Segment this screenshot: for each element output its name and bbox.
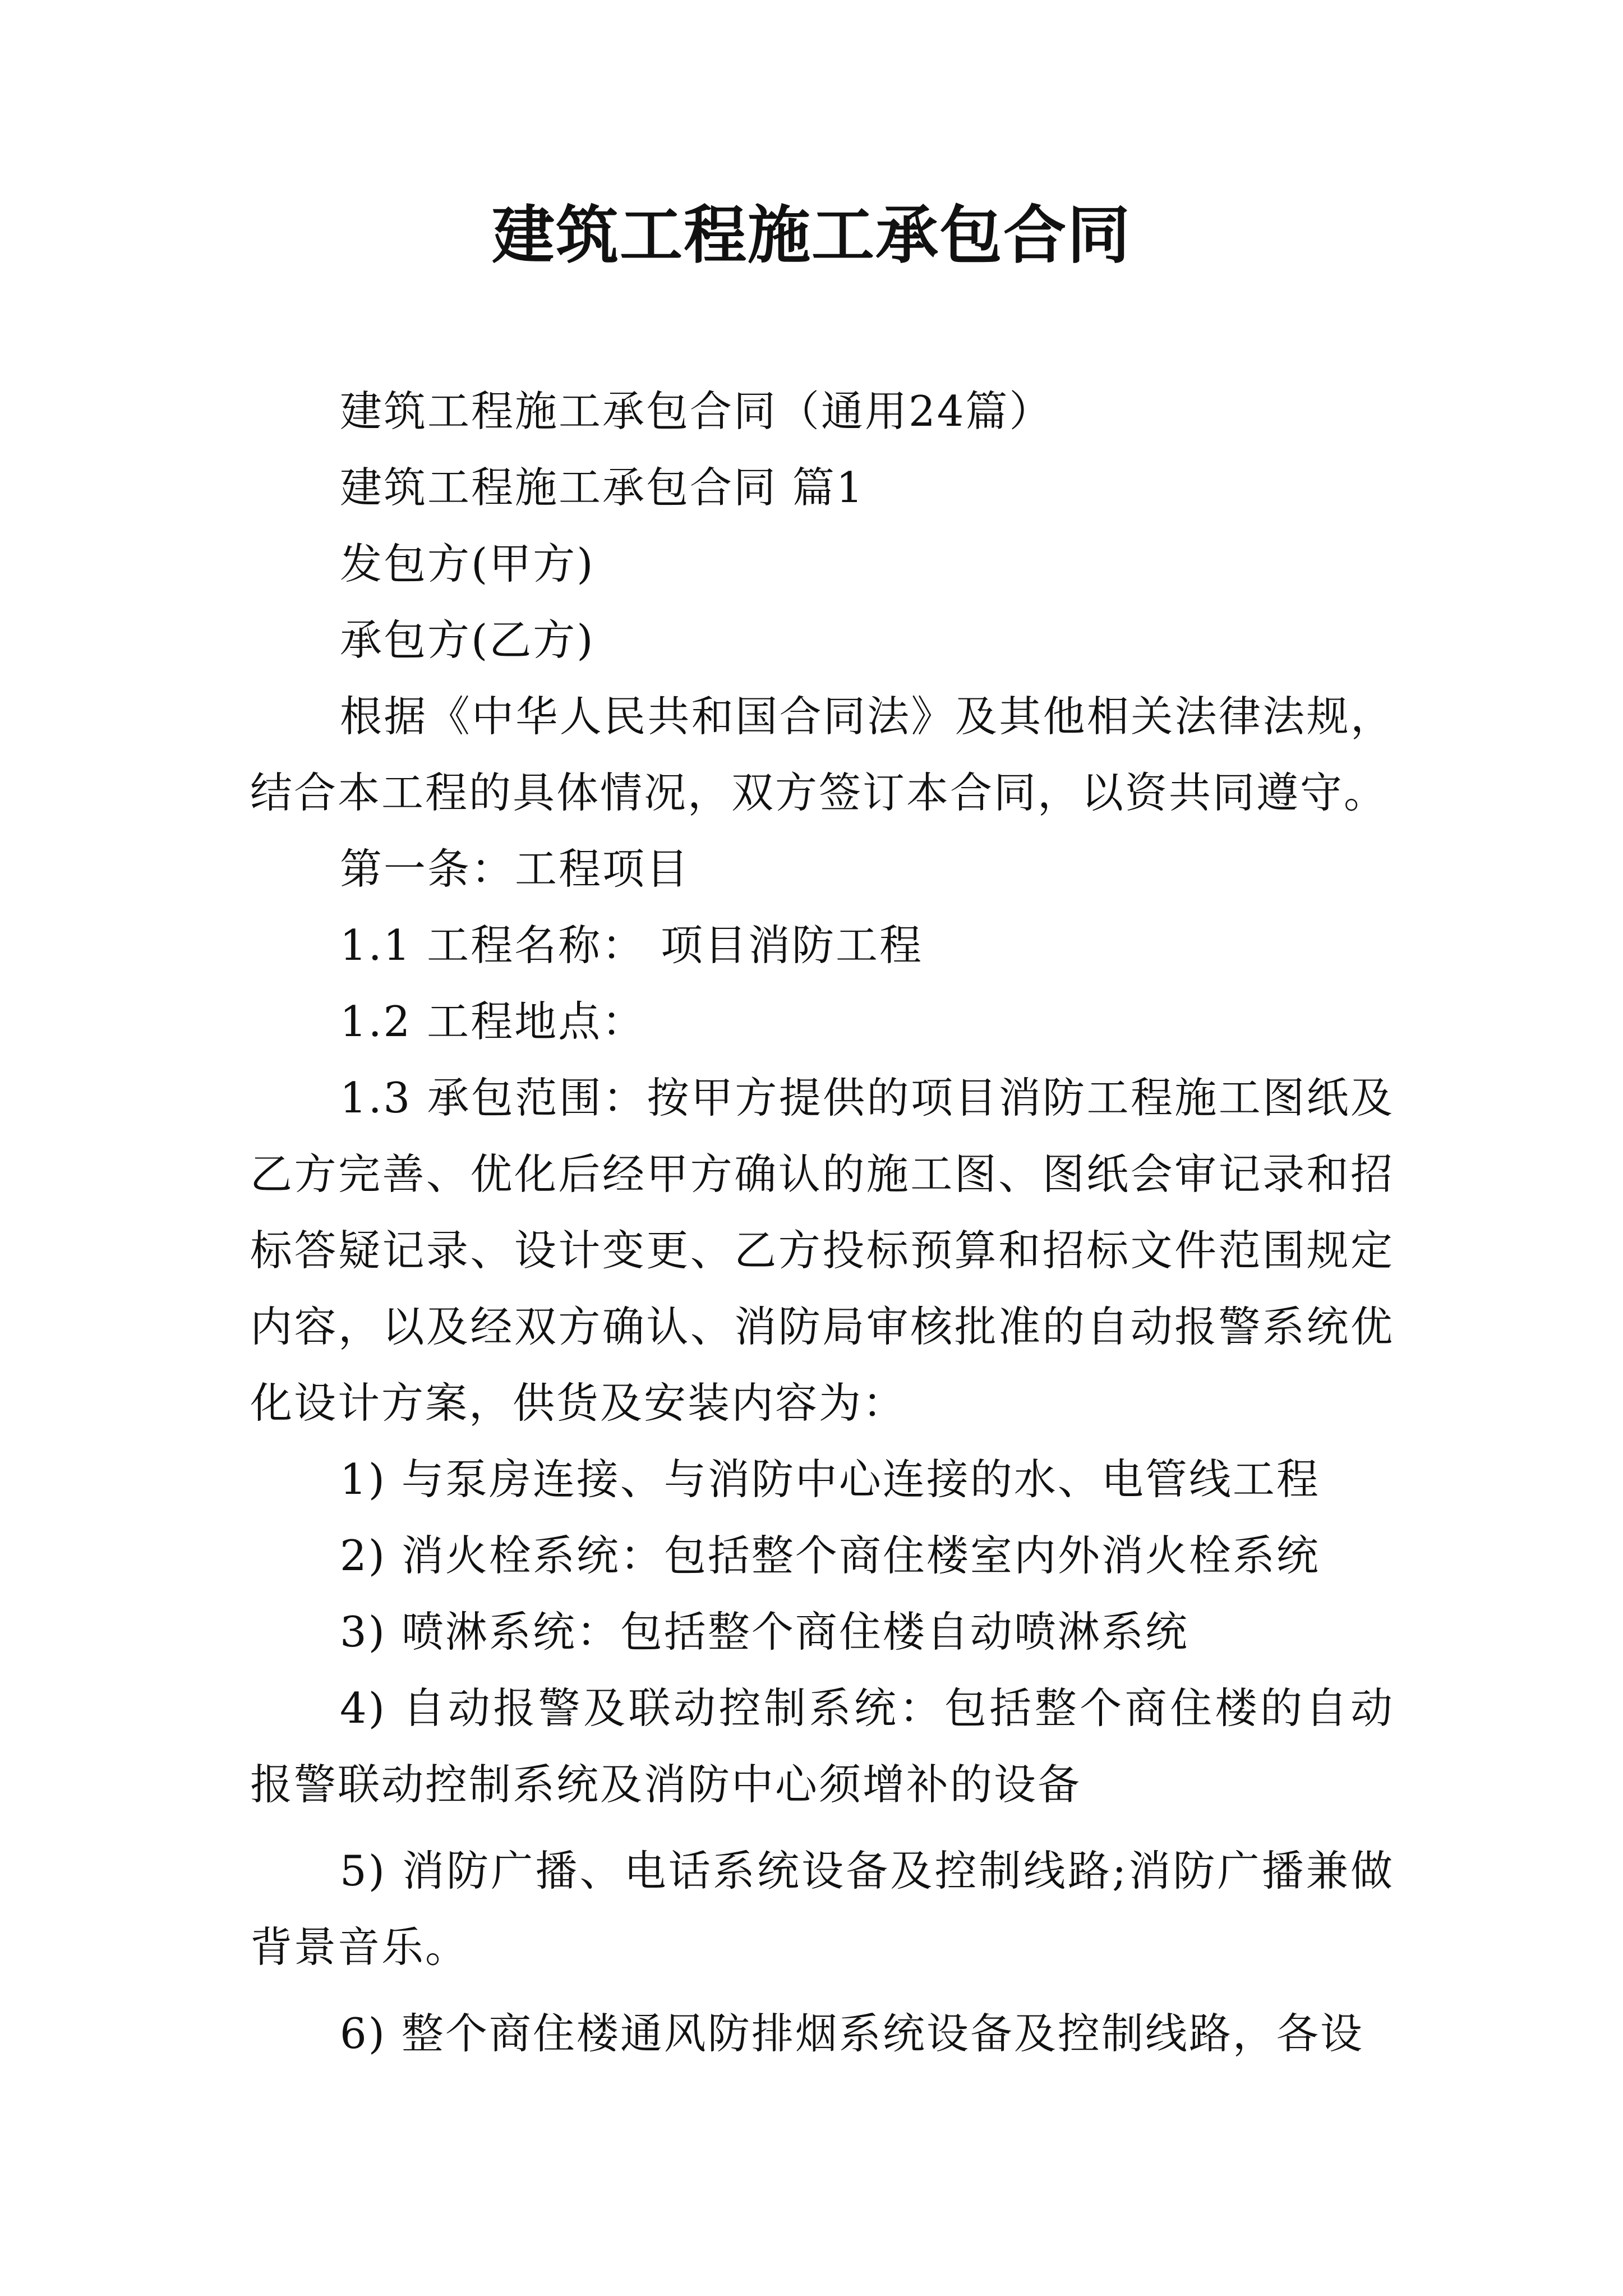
document-title: 建筑工程施工承包合同 — [492, 199, 1131, 272]
paragraph-preamble: 根据《中华人民共和国合同法》及其他相关法律法规，结合本工程的具体情况，双方签订本合同，以资共同遵守。 — [250, 692, 1394, 817]
paragraph-article-1: 第一条：工程项目 — [340, 844, 690, 894]
paragraph-project-location: 1.2 工程地点： — [340, 997, 646, 1046]
paragraph-project-name: 1.1 工程名称： 项目消防工程 — [340, 921, 923, 970]
list-item-5: 5) 消防广播、电话系统设备及控制线路;消防广播兼做背景音乐。 — [250, 1846, 1394, 1972]
list-item-3: 3) 喷淋系统：包括整个商住楼自动喷淋系统 — [340, 1607, 1189, 1657]
paragraph-party-a: 发包方(甲方) — [340, 539, 595, 588]
paragraph-subtitle: 建筑工程施工承包合同（通用24篇） — [340, 386, 1053, 436]
paragraph-party-b: 承包方(乙方) — [340, 615, 595, 665]
paragraph-contract-scope: 1.3 承包范围：按甲方提供的项目消防工程施工图纸及乙方完善、优化后经甲方确认的施工图、图纸会审记录和招标答疑记录、设计变更、乙方投标预算和招标文件范围规定内容，以及经双方确认、消防局审核批准的自动报警系统优化设计方案，供货及安装内容为： — [250, 1073, 1394, 1428]
document-body — [250, 373, 1394, 2072]
paragraph-section-heading: 建筑工程施工承包合同 篇1 — [340, 463, 865, 512]
list-item-4: 4) 自动报警及联动控制系统：包括整个商住楼的自动报警联动控制系统及消防中心须增补的设备 — [250, 1683, 1394, 1809]
list-item-6: 6) 整个商住楼通风防排烟系统设备及控制线路，各设 — [340, 2009, 1364, 2058]
list-item-2: 2) 消火栓系统：包括整个商住楼室内外消火栓系统 — [340, 1531, 1320, 1580]
list-item-1: 1) 与泵房连接、与消防中心连接的水、电管线工程 — [340, 1455, 1320, 1504]
